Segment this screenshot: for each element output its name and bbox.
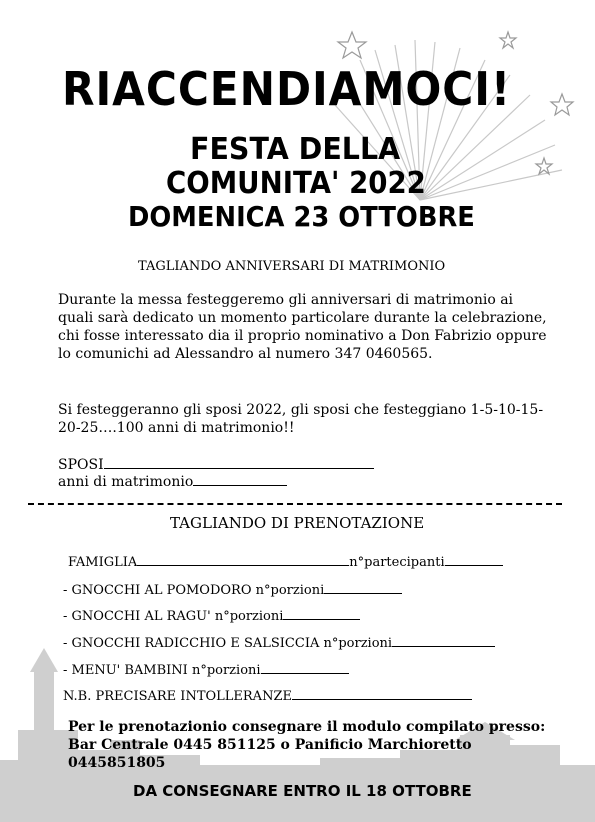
anniversary-paragraph-2: Si festeggeranno gli sposi 2022, gli sposi che festeggiano 1-5-10-15-20-25….100 anni di matrimonio!!: [58, 402, 544, 436]
sposi-label: SPOSI: [58, 457, 104, 473]
star-icon: [500, 32, 516, 48]
anni-label: anni di matrimonio: [58, 474, 194, 490]
event-title-line1: FESTA DELLA: [190, 132, 401, 167]
star-icon: [536, 158, 552, 174]
intolerances-line[interactable]: [292, 686, 472, 700]
porzioni-line[interactable]: [261, 660, 349, 674]
order-label: - MENU' BAMBINI n°porzioni: [63, 663, 261, 678]
order-row[interactable]: [63, 606, 360, 626]
partecipanti-label: n°partecipanti: [349, 555, 445, 570]
event-title-line2: COMUNITA' 2022: [166, 166, 426, 201]
deadline-banner: DA CONSEGNARE ENTRO IL 18 OTTOBRE: [133, 782, 472, 800]
star-icon: [338, 32, 366, 58]
order-label: - GNOCCHI AL RAGU' n°porzioni: [63, 609, 284, 624]
delivery-note: Per le prenotazionio consegnare il modulo compilato presso: Bar Centrale 0445 851125 o Panificio Marchioretto 0445851805: [68, 719, 546, 771]
intolerances-field[interactable]: [63, 686, 472, 706]
order-label: - GNOCCHI RADICCHIO E SALSICCIA n°porzioni: [63, 636, 393, 651]
order-row[interactable]: [63, 660, 349, 680]
star-icon: [551, 94, 573, 115]
event-date: DOMENICA 23 OTTOBRE: [128, 200, 475, 233]
sposi-line[interactable]: [104, 455, 374, 469]
famiglia-field[interactable]: [68, 552, 503, 572]
partecipanti-line[interactable]: [445, 552, 503, 566]
booking-heading: TAGLIANDO DI PRENOTAZIONE: [170, 514, 425, 532]
famiglia-line[interactable]: [137, 552, 349, 566]
order-label: - GNOCCHI AL POMODORO n°porzioni: [63, 583, 325, 598]
order-row[interactable]: [63, 580, 402, 600]
intolerances-label: N.B. PRECISARE INTOLLERANZE: [63, 689, 292, 704]
porzioni-line[interactable]: [392, 633, 495, 647]
cut-line: [28, 503, 562, 505]
anniversary-heading: TAGLIANDO ANNIVERSARI DI MATRIMONIO: [138, 259, 446, 274]
page-title: RIACCENDIAMOCI!: [62, 62, 512, 116]
porzioni-line[interactable]: [324, 580, 402, 594]
famiglia-label: FAMIGLIA: [68, 555, 138, 570]
anni-line[interactable]: [193, 472, 287, 486]
porzioni-line[interactable]: [283, 606, 360, 620]
anni-field[interactable]: [58, 472, 287, 491]
anniversary-paragraph: Durante la messa festeggeremo gli anniversari di matrimonio ai quali sarà dedicato un momento particolare durante la celebrazione, chi fosse interessato dia il proprio nominativo a Don Fabrizio oppure lo comunichi ad Alessandro al numero 347 0460565.: [58, 292, 547, 362]
order-row[interactable]: [63, 633, 495, 653]
